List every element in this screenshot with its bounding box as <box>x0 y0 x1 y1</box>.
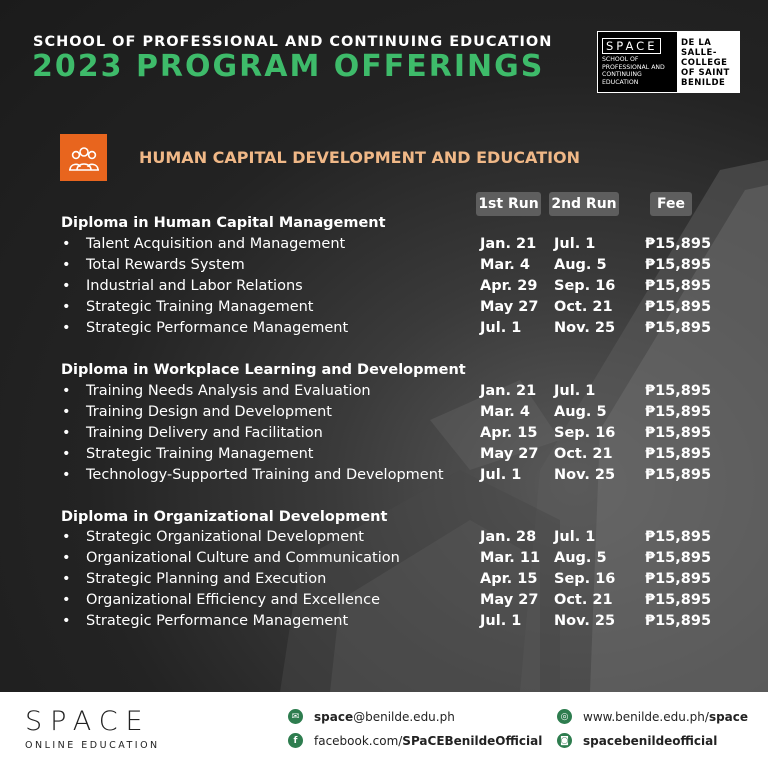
dlsu-logo-line: OF SAINT <box>681 68 730 78</box>
course-fee: ₱15,895 <box>645 529 712 545</box>
column-header-1st-run: 1st Run <box>476 192 541 216</box>
bullet-icon: • <box>62 257 71 273</box>
program-title: Diploma in Human Capital Management <box>61 215 386 231</box>
course-run2-date: Nov. 25 <box>554 467 616 483</box>
bullet-icon: • <box>62 550 71 566</box>
bullet-icon: • <box>62 236 71 252</box>
email-icon: ✉ <box>288 709 303 724</box>
course-run1-date: Jul. 1 <box>480 320 522 336</box>
facebook-icon: f <box>288 733 303 748</box>
course-fee: ₱15,895 <box>645 425 712 441</box>
course-label: Strategic Training Management <box>86 299 314 315</box>
bullet-icon: • <box>62 529 71 545</box>
bullet-icon: • <box>62 613 71 629</box>
course-run1-date: May 27 <box>480 299 539 315</box>
course-label: Talent Acquisition and Management <box>86 236 346 252</box>
course-label: Training Delivery and Facilitation <box>86 425 323 441</box>
course-run2-date: Oct. 21 <box>554 446 613 462</box>
space-online-education-logo <box>25 708 160 751</box>
course-label: Training Needs Analysis and Evaluation <box>86 383 371 399</box>
course-name <box>62 320 348 336</box>
course-name <box>62 257 245 273</box>
course-name <box>62 236 345 252</box>
course-fee: ₱15,895 <box>645 571 712 587</box>
course-run1-date: Jan. 28 <box>480 529 537 545</box>
facebook-contact[interactable] <box>288 733 542 748</box>
course-run2-date: Jul. 1 <box>554 236 596 252</box>
course-run2-date: Aug. 5 <box>554 550 607 566</box>
course-name <box>62 299 314 315</box>
course-run2-date: Oct. 21 <box>554 299 613 315</box>
email-contact[interactable] <box>288 709 455 724</box>
course-label: Organizational Efficiency and Excellence <box>86 592 381 608</box>
course-run1-date: Jan. 21 <box>480 236 537 252</box>
page-title: 2023 PROGRAM OFFERINGS <box>32 49 545 84</box>
course-run1-date: Mar. 4 <box>480 257 530 273</box>
course-label: Industrial and Labor Relations <box>86 278 303 294</box>
course-name <box>62 613 348 629</box>
bullet-icon: • <box>62 278 71 294</box>
course-label: Total Rewards System <box>86 257 245 273</box>
bullet-icon: • <box>62 467 71 483</box>
course-run1-date: Apr. 29 <box>480 278 538 294</box>
space-logo <box>598 32 677 92</box>
course-run2-date: Nov. 25 <box>554 613 616 629</box>
school-name: SCHOOL OF PROFESSIONAL AND CONTINUING EDUCATION <box>33 34 553 50</box>
course-fee: ₱15,895 <box>645 278 712 294</box>
course-run1-date: May 27 <box>480 446 539 462</box>
course-fee: ₱15,895 <box>645 613 712 629</box>
course-name <box>62 529 364 545</box>
email-text: space@benilde.edu.ph <box>314 709 455 724</box>
facebook-text: facebook.com/SPaCEBenildeOfficial <box>314 733 543 748</box>
bullet-icon: • <box>62 571 71 587</box>
course-name <box>62 278 303 294</box>
course-label: Technology-Supported Training and Development <box>86 467 444 483</box>
course-run2-date: Aug. 5 <box>554 404 607 420</box>
course-name <box>62 404 332 420</box>
course-name <box>62 467 444 483</box>
course-run1-date: May 27 <box>480 592 539 608</box>
website-text: www.benilde.edu.ph/space <box>583 709 749 724</box>
course-fee: ₱15,895 <box>645 550 712 566</box>
course-label: Organizational Culture and Communication <box>86 550 400 566</box>
instagram-contact[interactable] <box>557 733 717 748</box>
course-fee: ₱15,895 <box>645 299 712 315</box>
course-fee: ₱15,895 <box>645 236 712 252</box>
footer-brand-name: SPACE <box>25 706 151 737</box>
course-name <box>62 383 371 399</box>
course-name <box>62 592 380 608</box>
course-run1-date: Mar. 11 <box>480 550 541 566</box>
course-run2-date: Sep. 16 <box>554 425 616 441</box>
dlsu-logo-line: DE LA SALLE- <box>681 38 717 58</box>
space-logo-word: SPACE <box>602 38 661 54</box>
section-title: HUMAN CAPITAL DEVELOPMENT AND EDUCATION <box>139 148 581 167</box>
column-header-2nd-run: 2nd Run <box>549 192 619 216</box>
people-group-icon <box>60 134 107 181</box>
course-label: Strategic Planning and Execution <box>86 571 327 587</box>
course-fee: ₱15,895 <box>645 467 712 483</box>
course-label: Strategic Training Management <box>86 446 314 462</box>
dlsu-logo-line: BENILDE <box>681 78 726 88</box>
course-run1-date: Apr. 15 <box>480 425 538 441</box>
course-label: Strategic Organizational Development <box>86 529 364 545</box>
course-fee: ₱15,895 <box>645 592 712 608</box>
column-header-fee: Fee <box>650 192 692 216</box>
course-fee: ₱15,895 <box>645 257 712 273</box>
bullet-icon: • <box>62 320 71 336</box>
course-fee: ₱15,895 <box>645 446 712 462</box>
website-contact[interactable] <box>557 709 748 724</box>
footer <box>0 692 768 768</box>
course-run2-date: Jul. 1 <box>554 529 596 545</box>
course-run1-date: Jan. 21 <box>480 383 537 399</box>
dlsu-csb-logo <box>677 32 739 92</box>
course-name <box>62 425 323 441</box>
course-name <box>62 571 326 587</box>
course-label: Strategic Performance Management <box>86 320 349 336</box>
institution-logos <box>597 31 740 93</box>
bullet-icon: • <box>62 425 71 441</box>
course-run2-date: Aug. 5 <box>554 257 607 273</box>
course-run2-date: Jul. 1 <box>554 383 596 399</box>
program-title: Diploma in Workplace Learning and Development <box>61 362 466 378</box>
course-run1-date: Jul. 1 <box>480 467 522 483</box>
dlsu-logo-line: COLLEGE <box>681 58 728 68</box>
space-logo-subtitle: SCHOOL OF PROFESSIONAL AND CONTINUING EDUCATION <box>602 56 665 86</box>
course-run2-date: Sep. 16 <box>554 571 616 587</box>
footer-brand-tagline: ONLINE EDUCATION <box>25 740 160 751</box>
course-fee: ₱15,895 <box>645 383 712 399</box>
bullet-icon: • <box>62 404 71 420</box>
course-run2-date: Nov. 25 <box>554 320 616 336</box>
course-fee: ₱15,895 <box>645 404 712 420</box>
course-run1-date: Mar. 4 <box>480 404 530 420</box>
course-label: Strategic Performance Management <box>86 613 349 629</box>
course-name <box>62 550 400 566</box>
bullet-icon: • <box>62 446 71 462</box>
bullet-icon: • <box>62 383 71 399</box>
bullet-icon: • <box>62 592 71 608</box>
course-fee: ₱15,895 <box>645 320 712 336</box>
globe-icon: ◎ <box>557 709 572 724</box>
course-run1-date: Jul. 1 <box>480 613 522 629</box>
course-name <box>62 446 314 462</box>
instagram-icon: ◙ <box>557 733 572 748</box>
course-run2-date: Oct. 21 <box>554 592 613 608</box>
bullet-icon: • <box>62 299 71 315</box>
course-run2-date: Sep. 16 <box>554 278 616 294</box>
course-run1-date: Apr. 15 <box>480 571 538 587</box>
instagram-text: spacebenildeofficial <box>583 733 718 748</box>
program-title: Diploma in Organizational Development <box>61 509 388 525</box>
course-label: Training Design and Development <box>86 404 332 420</box>
